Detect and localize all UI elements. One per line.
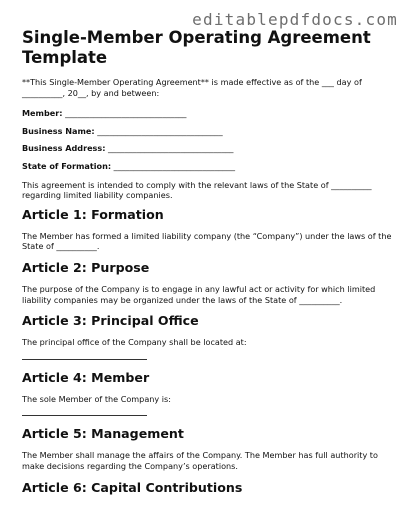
sole-member-line [22, 415, 147, 416]
article-6-heading: Article 6: Capital Contributions [22, 479, 243, 495]
article-5-body: The Member shall manage the affairs of the Company. The Member has full authority to make decisions regarding the Company’s operations. [22, 450, 378, 471]
article-2-body: The purpose of the Company is to engage in any lawful act or activity for which limited liability companies may be organized under the laws of the State of __________. [22, 283, 376, 305]
state-formation-blank: ______________________________ [111, 160, 236, 171]
business-name-label: Business Name: [22, 125, 95, 136]
article-4-body: The sole Member of the Company is: [22, 393, 171, 404]
article-1-body: The Member has formed a limited liability company (the “Company”) under the laws of the State of __________. [22, 230, 392, 252]
article-1-heading: Article 1: Formation [22, 206, 164, 222]
business-address-blank: _______________________________ [105, 143, 234, 154]
member-blank: ______________________________ [62, 108, 187, 119]
document-title: Single-Member Operating Agreement Template [22, 28, 371, 67]
article-2-heading: Article 2: Purpose [22, 259, 150, 275]
intro-paragraph: **This Single-Member Operating Agreement** is made effective as of the ___ day of __________, 20__, by and between: [22, 77, 362, 98]
business-name-blank: _______________________________ [94, 125, 223, 136]
state-formation-field [22, 161, 392, 172]
article-3-heading: Article 3: Principal Office [22, 313, 199, 329]
compliance-paragraph: This agreement is intended to comply with the relevant laws of the State of __________ regarding limited liability companies. [22, 179, 372, 201]
member-field [22, 108, 392, 119]
article-4-heading: Article 4: Member [22, 369, 150, 385]
article-3-body: The principal office of the Company shall be located at: [22, 337, 247, 348]
business-name-field [22, 126, 392, 137]
article-5-heading: Article 5: Management [22, 426, 184, 442]
agreement-document [22, 28, 392, 495]
state-formation-label: State of Formation: [22, 160, 112, 171]
member-label: Member: [22, 108, 63, 119]
principal-office-line [22, 359, 147, 360]
site-watermark: editablepdfdocs.com [192, 10, 398, 29]
business-address-label: Business Address: [22, 143, 106, 154]
business-address-field [22, 143, 392, 154]
